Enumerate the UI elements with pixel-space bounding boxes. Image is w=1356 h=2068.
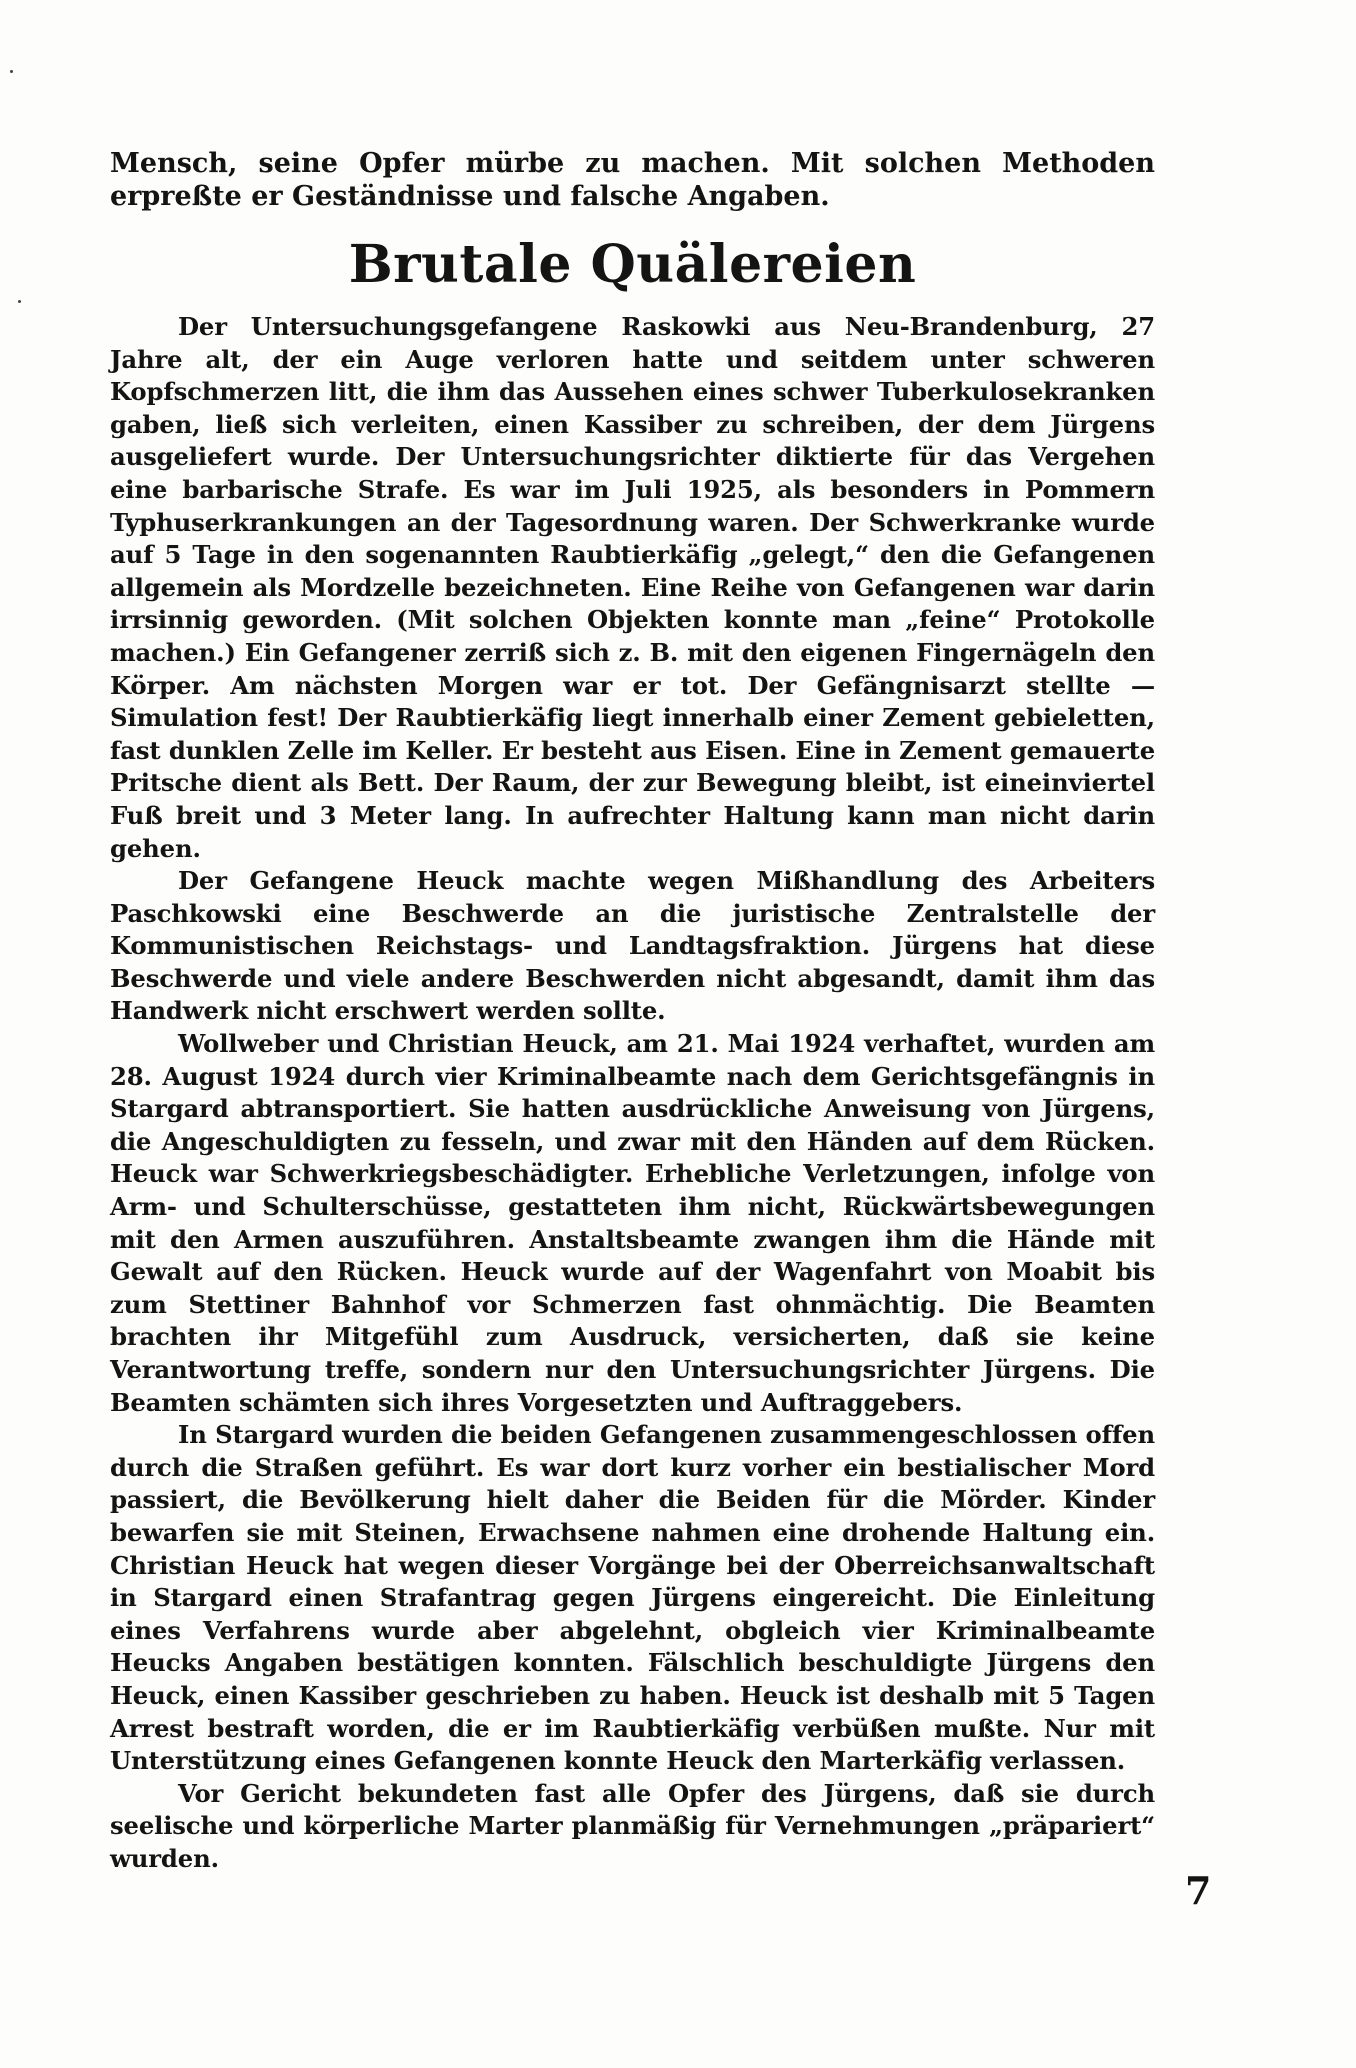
scan-speck — [10, 70, 13, 73]
section-heading: Brutale Quälereien — [348, 234, 917, 295]
page-number: 7 — [1185, 1868, 1212, 1913]
scan-speck — [18, 300, 21, 303]
paragraph: Der Untersuchungsgefangene Raskowki aus Neu-Brandenburg, 27 Jahre alt, der ein Auge verloren hatte und seitdem unter schweren Kopfschmerzen litt, die ihm das Aussehen eines schwer Tuberkulosekranken gaben, ließ sich verleiten, einen Kassiber zu schreiben, der dem Jürgens ausgeliefert wurde. Der Untersuchungsrichter diktierte für das Vergehen eine barbarische Strafe. Es war im Juli 1925, als besonders in Pommern Typhuserkrankungen an der Tagesordnung waren. Der Schwerkranke wurde auf 5 Tage in den sogenannten Raubtierkäfig „gelegt,“ den die Gefangenen allgemein als Mordzelle bezeichneten. Eine Reihe von Gefangenen war darin irrsinnig geworden. (Mit solchen Objekten konnte man „feine“ Protokolle machen.) Ein Gefangener zerriß sich z. B. mit den eigenen Fingernägeln den Körper. Am nächsten Morgen war er tot. Der Gefängnisarzt stellte — Simulation fest! Der Raubtierkäfig liegt innerhalb einer Zement gebieletten, fast dunklen Zelle im Keller. Er besteht aus Eisen. Eine in Zement gemauerte Pritsche dient als Bett. Der Raum, der zur Bewegung bleibt, ist eineinviertel Fuß breit und 3 Meter lang. In aufrechter Haltung kann man nicht darin gehen. — [110, 312, 1155, 863]
paragraph: In Stargard wurden die beiden Gefangenen zusammengeschlossen offen durch die Straßen geführt. Es war dort kurz vorher ein bestialischer Mord passiert, die Bevölkerung hielt daher die Beiden für die Mörder. Kinder bewarfen sie mit Steinen, Erwachsene nahmen eine drohende Haltung ein. Christian Heuck hat wegen dieser Vorgänge bei der Oberreichsanwaltschaft in Stargard einen Strafantrag gegen Jürgens eingereicht. Die Einleitung eines Verfahrens wurde aber abgelehnt, obgleich vier Kriminalbeamte Heucks Angaben bestätigen konnten. Fälschlich beschuldigte Jürgens den Heuck, einen Kassiber geschrieben zu haben. Heuck ist deshalb mit 5 Tagen Arrest bestraft worden, die er im Raubtierkäfig verbüßen mußte. Nur mit Unterstützung eines Gefangenen konnte Heuck den Marterkäfig verlassen. — [110, 1420, 1155, 1776]
paragraph: Vor Gericht bekundeten fast alle Opfer des Jürgens, daß sie durch seelische und körperliche Marter planmäßig für Vernehmungen „präpariert“ wurden. — [110, 1778, 1155, 1873]
intro-text: Mensch, seine Opfer mürbe zu machen. Mit solchen Methoden erpreßte er Geständnisse und falsche Angaben. — [110, 148, 1155, 212]
document-body — [110, 148, 1155, 1876]
paragraph: Wollweber und Christian Heuck, am 21. Mai 1924 verhaftet, wurden am 28. August 1924 durch vier Kriminalbeamte nach dem Gerichtsgefängnis in Stargard abtransportiert. Sie hatten ausdrückliche Anweisung von Jürgens, die Angeschuldigten zu fesseln, und zwar mit den Händen auf dem Rücken. Heuck war Schwerkriegsbeschädigter. Erhebliche Verletzungen, infolge von Arm- und Schulterschüsse, gestatteten ihm nicht, Rückwärtsbewegungen mit den Armen auszuführen. Anstaltsbeamte zwangen ihm die Hände mit Gewalt auf den Rücken. Heuck wurde auf der Wagenfahrt von Moabit bis zum Stettiner Bahnhof vor Schmerzen fast ohnmächtig. Die Beamten brachten ihr Mitgefühl zum Ausdruck, versicherten, daß sie keine Verantwortung treffe, sondern nur den Untersuchungsrichter Jürgens. Die Beamten schämten sich ihres Vorgesetzten und Auftraggebers. — [110, 1029, 1155, 1417]
paragraph: Der Gefangene Heuck machte wegen Mißhandlung des Arbeiters Paschkowski eine Beschwerde an die juristische Zentralstelle der Kommunistischen Reichstags- und Landtagsfraktion. Jürgens hat diese Beschwerde und viele andere Beschwerden nicht abgesandt, damit ihm das Handwerk nicht erschwert werden sollte. — [110, 866, 1155, 1026]
